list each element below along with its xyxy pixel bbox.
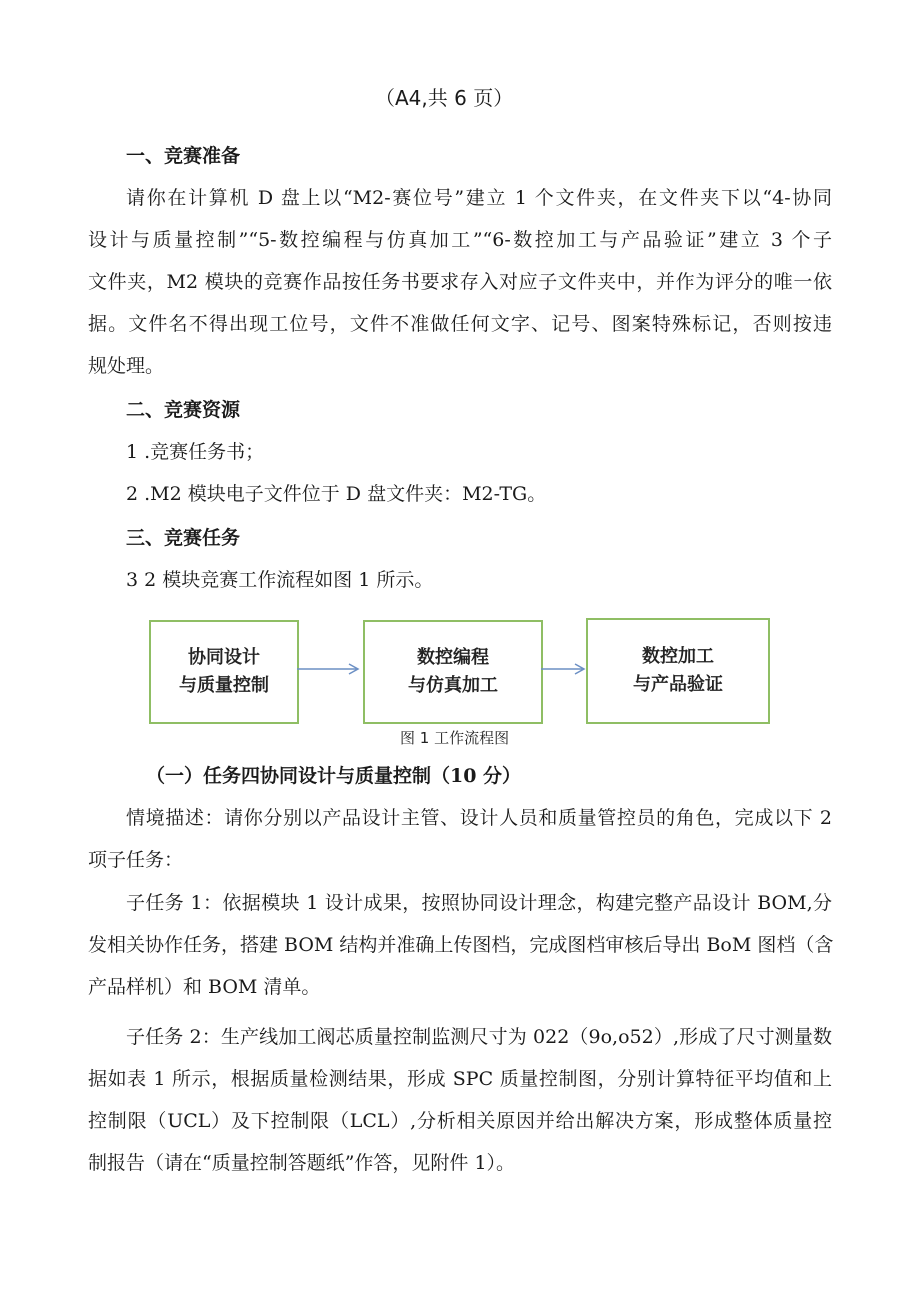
section2-heading: 二、竞赛资源	[126, 399, 241, 421]
subtask1-line-1: 子任务 1：依据模块 1 设计成果，按照协同设计理念，构建完整产品设计 BOM,分	[126, 892, 832, 914]
figure-caption: 图 1 工作流程图	[400, 729, 510, 747]
flow-step-2-line1: 数控编程	[417, 647, 489, 668]
scenario-line-1: 情境描述：请你分别以产品设计主管、设计人员和质量管控员的角色，完成以下 2	[126, 807, 832, 829]
resource-item-1: 1 .竞赛任务书；	[126, 441, 265, 463]
section3-heading: 三、竞赛任务	[126, 527, 241, 549]
section1-line-4: 据。文件名不得出现工位号，文件不准做任何文字、记号、图案特殊标记，否则按违	[88, 313, 832, 335]
flow-step-3-line1: 数控加工	[642, 646, 714, 667]
flow-step-1	[149, 620, 299, 724]
flow-step-1-line2: 与质量控制	[179, 675, 269, 696]
task4-heading: （一）任务四协同设计与质量控制（10 分）	[146, 765, 522, 787]
subtask1-line-3: 产品样机）和 BOM 清单。	[88, 976, 321, 998]
section1-line-5: 规处理。	[88, 355, 165, 377]
flow-step-2	[363, 620, 543, 724]
page-info: （A4,共 6 页）	[375, 86, 514, 110]
flow-step-3	[586, 618, 770, 724]
section1-heading: 一、竞赛准备	[126, 145, 241, 167]
subtask1-line-2: 发相关协作任务，搭建 BOM 结构并准确上传图档，完成图档审核后导出 BoM 图档（含	[88, 934, 834, 956]
subtask2-line-3: 控制限（UCL）及下控制限（LCL）,分析相关原因并给出解决方案，形成整体质量控	[88, 1110, 832, 1132]
section1-line-2: 设计与质量控制”“5-数控编程与仿真加工”“6-数控加工与产品验证”建立 3 个子	[88, 229, 832, 251]
scenario-line-2: 项子任务：	[88, 849, 184, 871]
section1-line-3: 文件夹，M2 模块的竞赛作品按任务书要求存入对应子文件夹中，并作为评分的唯一依	[88, 271, 832, 293]
flow-step-1-line1: 协同设计	[188, 647, 260, 668]
flow-step-2-line2: 与仿真加工	[408, 675, 498, 696]
section1-line-1: 请你在计算机 D 盘上以“M2-赛位号”建立 1 个文件夹，在文件夹下以“4-协同	[126, 187, 832, 209]
section3-intro: 3 2 模块竞赛工作流程如图 1 所示。	[126, 569, 434, 591]
flow-arrow-2	[541, 662, 587, 676]
subtask2-line-2: 据如表 1 所示，根据质量检测结果，形成 SPC 质量控制图，分别计算特征平均值和上	[88, 1068, 832, 1090]
subtask2-line-4: 制报告（请在“质量控制答题纸”作答，见附件 1）。	[88, 1152, 516, 1174]
resource-item-2: 2 .M2 模块电子文件位于 D 盘文件夹：M2-TG。	[126, 483, 547, 505]
subtask2-line-1: 子任务 2：生产线加工阀芯质量控制监测尺寸为 022（9o,o52）,形成了尺寸测量数	[126, 1026, 832, 1048]
flow-arrow-1	[297, 662, 361, 676]
flow-step-3-line2: 与产品验证	[633, 674, 723, 695]
